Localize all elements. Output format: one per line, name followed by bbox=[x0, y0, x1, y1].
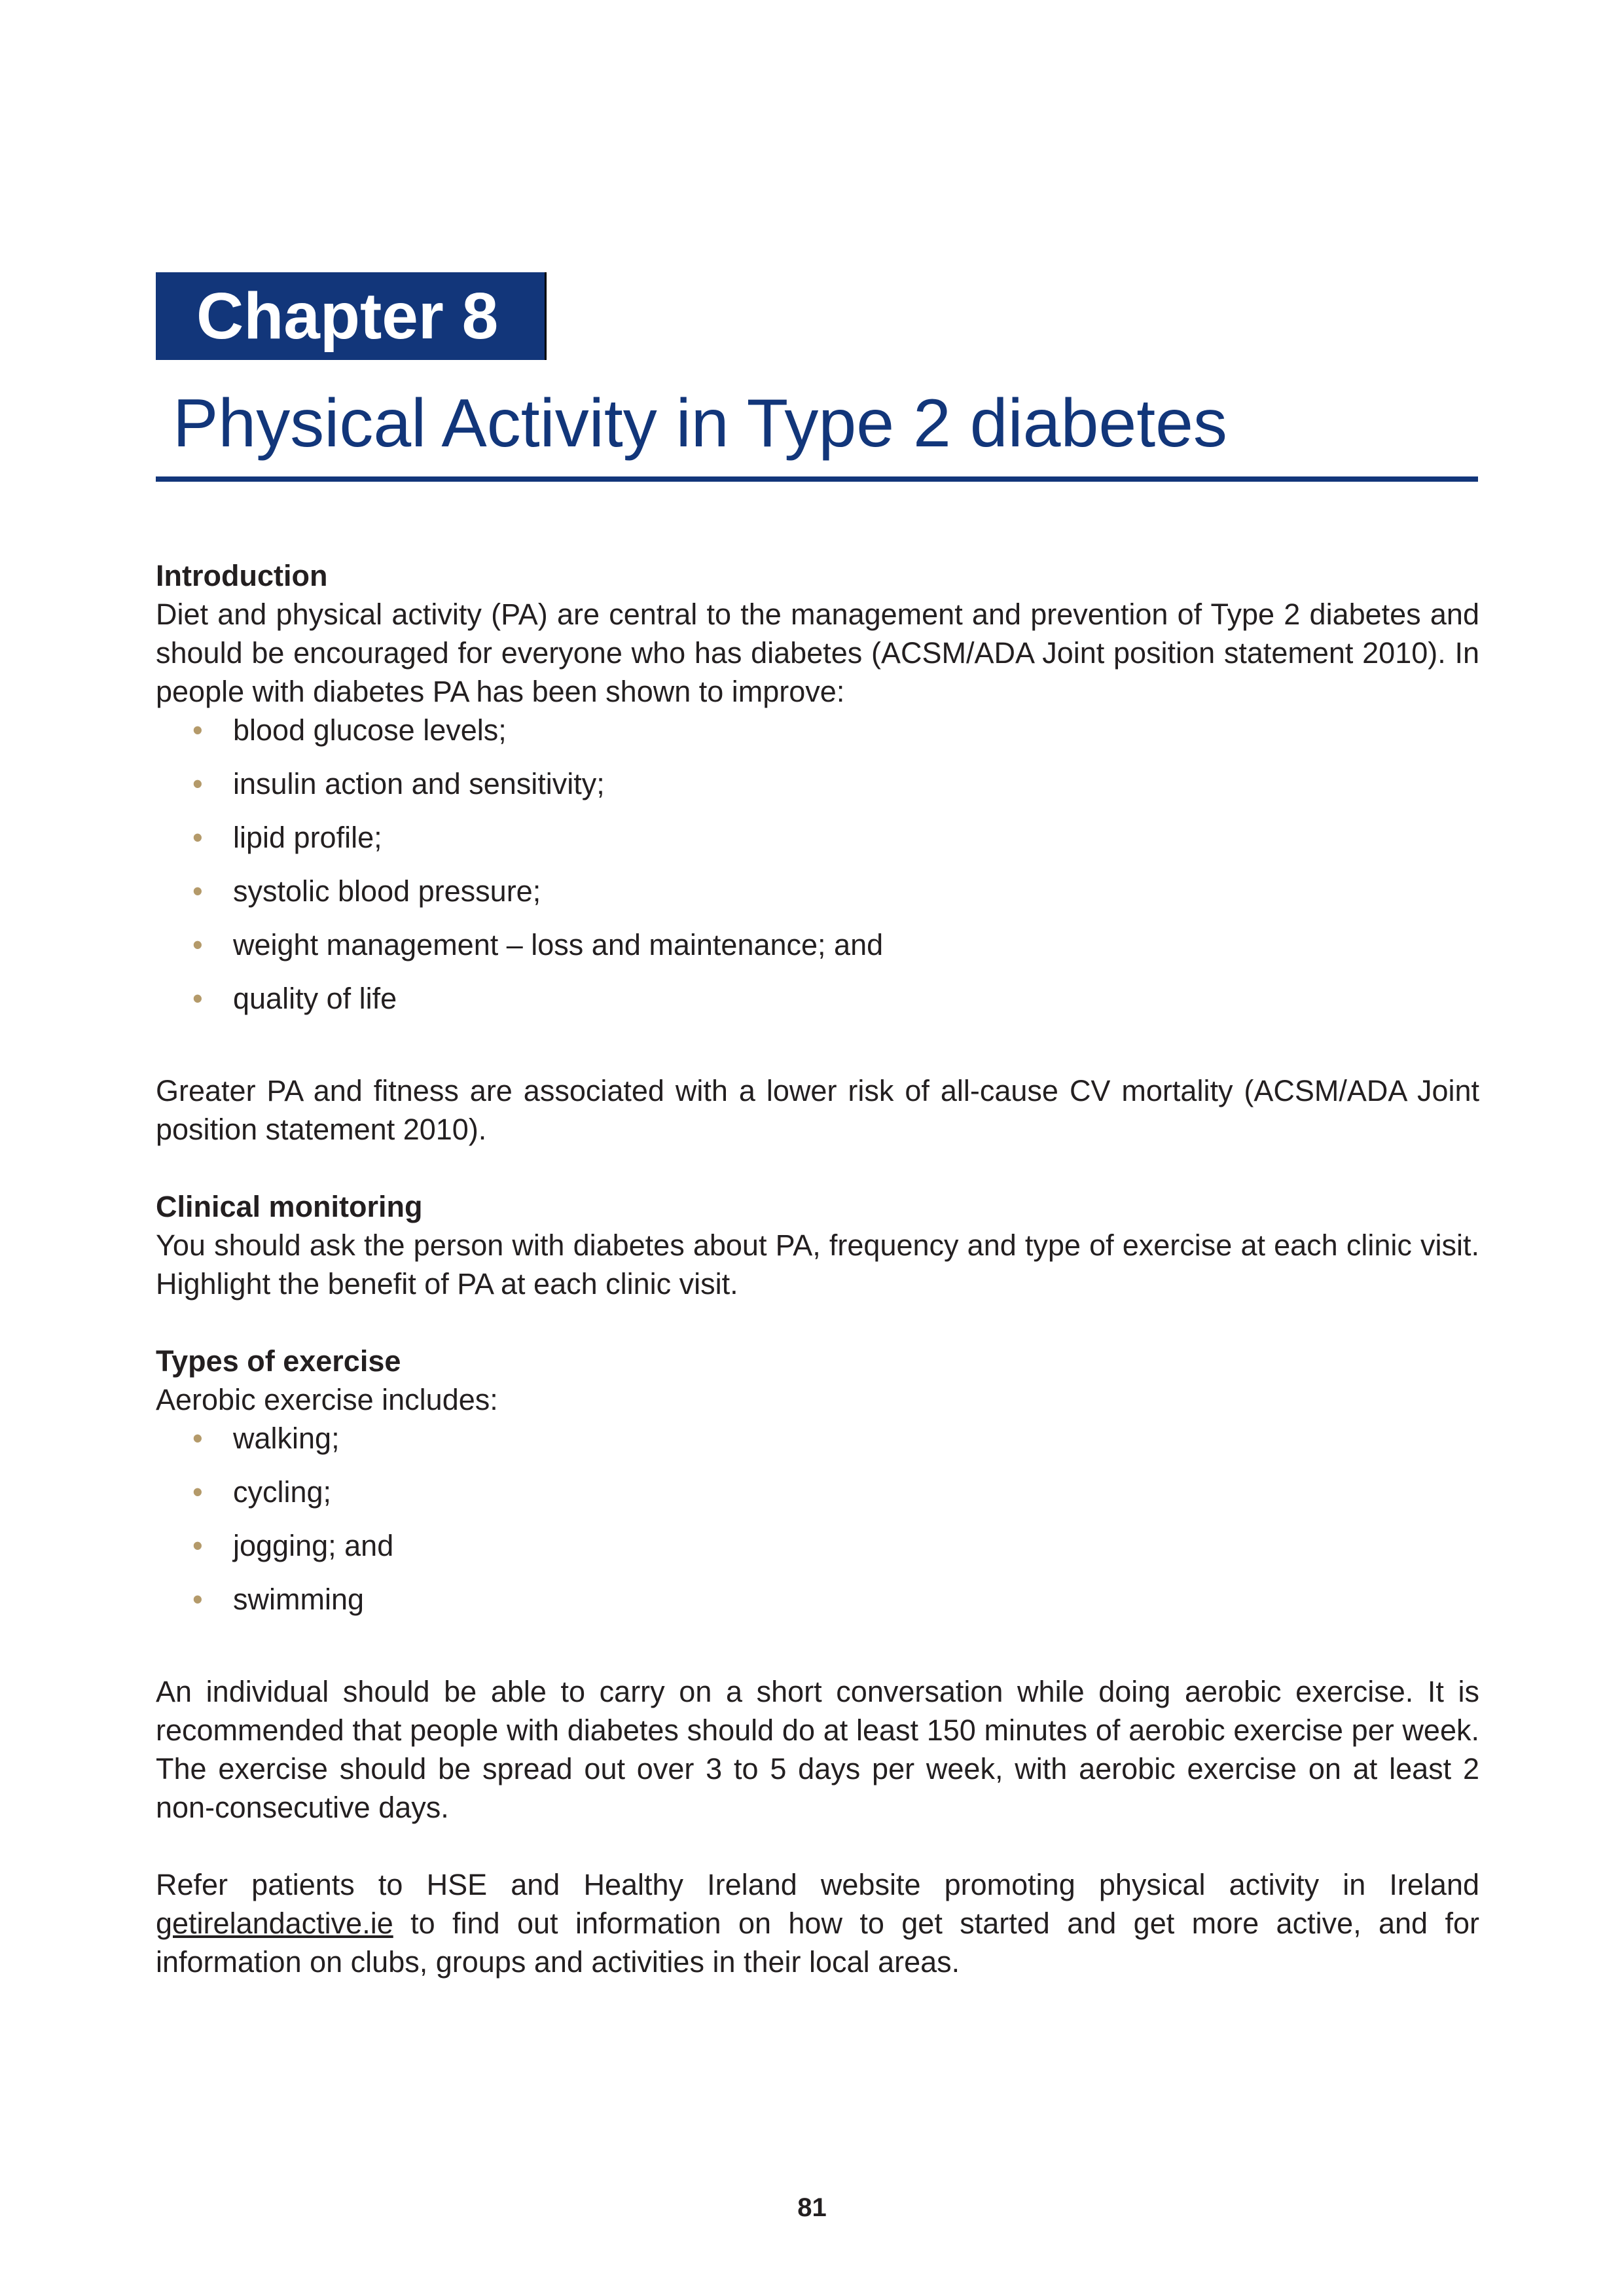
spacer bbox=[156, 1149, 1479, 1187]
clinical-monitoring-paragraph: You should ask the person with diabetes about PA, frequency and type of exercise at each clinic visit. Highlight the benefit of PA at each clinic visit. bbox=[156, 1229, 1479, 1300]
spacer bbox=[156, 1303, 1479, 1342]
introduction-heading: Introduction bbox=[156, 559, 328, 592]
bullet-icon: • bbox=[192, 1422, 203, 1455]
bullet-icon: • bbox=[192, 874, 203, 908]
list-item: • weight management – loss and maintenance; and bbox=[156, 925, 1479, 964]
bullet-icon: • bbox=[192, 928, 203, 961]
list-item: • quality of life bbox=[156, 979, 1479, 1018]
list-item: • jogging; and bbox=[156, 1526, 1479, 1565]
getirelandactive-link[interactable]: getirelandactive.ie bbox=[156, 1907, 393, 1940]
page-number: 81 bbox=[797, 2193, 827, 2222]
spacer bbox=[156, 1634, 1479, 1672]
title-divider bbox=[156, 476, 1478, 482]
types-of-exercise-heading: Types of exercise bbox=[156, 1344, 401, 1378]
introduction-paragraph: Diet and physical activity (PA) are central to the management and prevention of Type 2 diabetes and should be encouraged for everyone who has diabetes (ACSM/ADA Joint position statement 2010). In people with diabetes PA has been shown to improve: bbox=[156, 598, 1479, 708]
bullet-icon: • bbox=[192, 713, 203, 747]
referral-paragraph: Refer patients to HSE and Healthy Ireland website promoting physical activity in Ireland getirelandactive.ie to find out information on how to get started and get more active, and for information on clubs, groups and activities in their local areas. bbox=[156, 1868, 1479, 1979]
bullet-icon: • bbox=[192, 821, 203, 854]
bullet-icon: • bbox=[192, 767, 203, 800]
clinical-monitoring-heading: Clinical monitoring bbox=[156, 1190, 423, 1223]
types-of-exercise-intro: Aerobic exercise includes: bbox=[156, 1383, 498, 1416]
list-item: • lipid profile; bbox=[156, 818, 1479, 857]
spacer bbox=[156, 1033, 1479, 1071]
list-item: • insulin action and sensitivity; bbox=[156, 764, 1479, 803]
bullet-icon: • bbox=[192, 1475, 203, 1509]
list-item: • walking; bbox=[156, 1419, 1479, 1458]
list-item: • swimming bbox=[156, 1580, 1479, 1619]
bullet-icon: • bbox=[192, 1529, 203, 1562]
bullet-icon: • bbox=[192, 1583, 203, 1616]
chapter-title: Physical Activity in Type 2 diabetes bbox=[173, 386, 1227, 461]
body-content bbox=[156, 556, 1479, 1981]
aerobic-exercise-list bbox=[156, 1419, 1479, 1619]
spacer bbox=[156, 1827, 1479, 1865]
improvements-list bbox=[156, 711, 1479, 1018]
list-item: • systolic blood pressure; bbox=[156, 872, 1479, 910]
chapter-label: Chapter 8 bbox=[156, 272, 547, 360]
list-item: • cycling; bbox=[156, 1473, 1479, 1511]
aerobic-recommendation-paragraph: An individual should be able to carry on a short conversation while doing aerobic exercise. It is recommended that people with diabetes should do at least 150 minutes of aerobic exercise per week. The exercise should be spread out over 3 to 5 days per week, with aerobic exercise on at least 2 non-consecutive days. bbox=[156, 1675, 1479, 1824]
bullet-icon: • bbox=[192, 982, 203, 1015]
list-item: • blood glucose levels; bbox=[156, 711, 1479, 749]
introduction-closing: Greater PA and fitness are associated with a lower risk of all-cause CV mortality (ACSM/ADA Joint position statement 2010). bbox=[156, 1074, 1479, 1146]
